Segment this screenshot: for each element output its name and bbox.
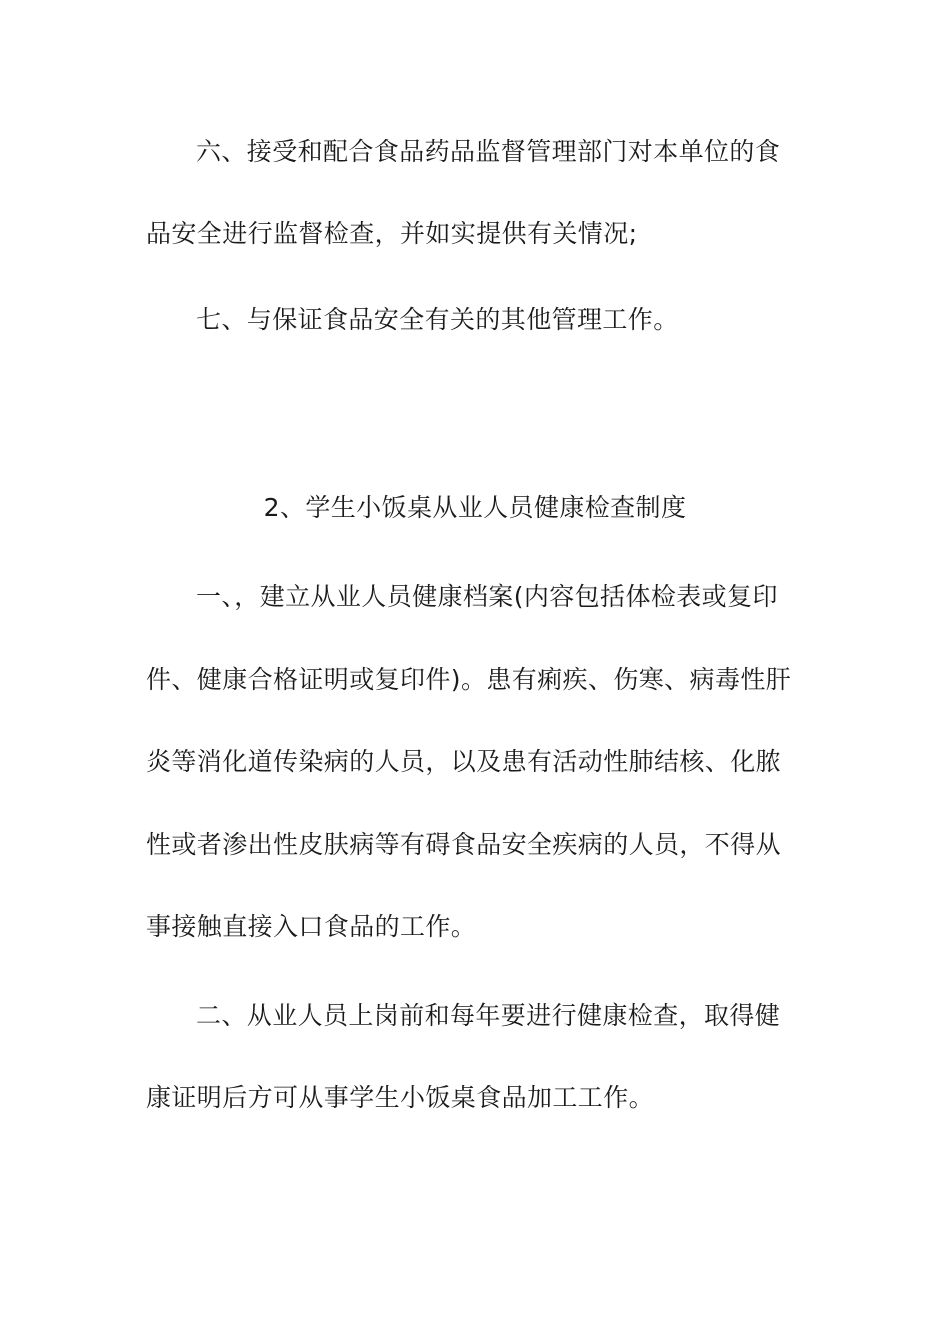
paragraph-1-line-4: 性或者渗出性皮肤病等有碍食品安全疾病的人员，不得从 (146, 830, 782, 859)
paragraph-2-line-1: 二、从业人员上岗前和每年要进行健康检查，取得健 (196, 1001, 781, 1030)
section-heading: 2、学生小饭桌从业人员健康检查制度 (263, 493, 687, 522)
paragraph-2-line-2: 康证明后方可从事学生小饭桌食品加工工作。 (146, 1083, 655, 1112)
paragraph-7-line-1: 七、与保证食品安全有关的其他管理工作。 (196, 305, 679, 334)
paragraph-1-line-5: 事接触直接入口食品的工作。 (146, 912, 477, 941)
paragraph-1-line-1: 一、，建立从业人员健康档案(内容包括体检表或复印 (196, 582, 778, 611)
paragraph-6-line-1: 六、接受和配合食品药品监督管理部门对本单位的食 (196, 137, 781, 166)
paragraph-6-line-2: 品安全进行监督检查，并如实提供有关情况; (146, 219, 638, 248)
paragraph-1-line-2: 件、健康合格证明或复印件)。患有痢疾、伤寒、病毒性肝 (146, 665, 792, 694)
paragraph-1-line-3: 炎等消化道传染病的人员，以及患有活动性肺结核、化脓 (146, 747, 782, 776)
